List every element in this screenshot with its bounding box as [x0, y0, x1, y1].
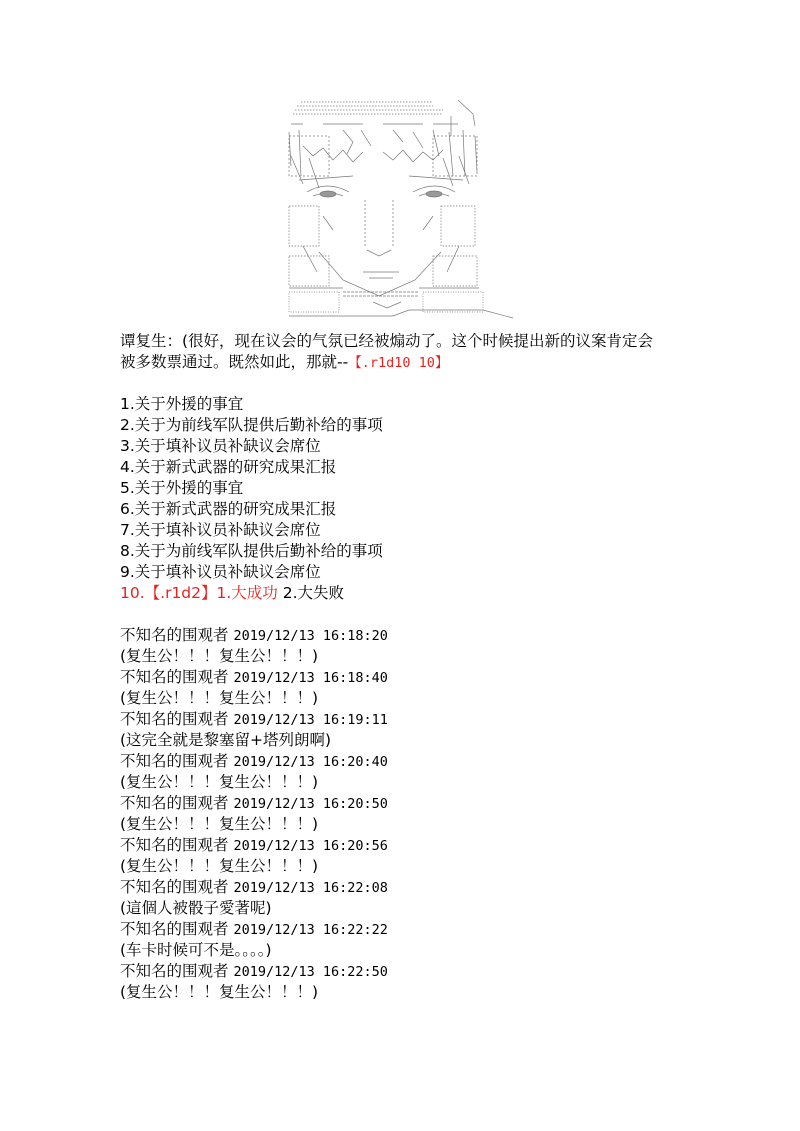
- option-item: 5.关于外援的事宜: [120, 479, 244, 497]
- comment-text: (这完全就是黎塞留+塔列朗啊): [120, 731, 332, 749]
- comment: [120, 919, 700, 961]
- comment-header: [120, 919, 700, 940]
- comment-author: 不知名的围观者: [120, 668, 229, 686]
- comment-text: (复生公！！！复生公！！！): [120, 647, 319, 665]
- comment-author: 不知名的围观者: [120, 836, 229, 854]
- comment-author: 不知名的围观者: [120, 752, 229, 770]
- comment-header: [120, 793, 700, 814]
- spacer: [120, 604, 700, 625]
- comment: [120, 709, 700, 751]
- dice-roll-result: 【.r1d10 10】: [348, 355, 449, 371]
- comment-header: [120, 877, 700, 898]
- comment-time: 2019/12/13 16:19:11: [233, 712, 388, 728]
- option-list: [120, 394, 700, 604]
- option-item: 9.关于填补议员补缺议会席位: [120, 563, 321, 581]
- comment-header: [120, 751, 700, 772]
- option-item: 8.关于为前线军队提供后勤补给的事项: [120, 542, 383, 560]
- comment-text: (這個人被骰子愛著呢): [120, 899, 272, 917]
- comment-author: 不知名的围观者: [120, 878, 229, 896]
- option-item: 3.关于填补议员补缺议会席位: [120, 437, 321, 455]
- comment-author: 不知名的围观者: [120, 962, 229, 980]
- comment: [120, 793, 700, 835]
- comment-text: (复生公！！！复生公！！！): [120, 773, 319, 791]
- comment-time: 2019/12/13 16:20:40: [233, 754, 388, 770]
- comment-author: 不知名的围观者: [120, 710, 229, 728]
- option-item: 1.关于外援的事宜: [120, 395, 244, 413]
- comment-header: [120, 961, 700, 982]
- comment-time: 2019/12/13 16:18:40: [233, 670, 388, 686]
- story-text: [120, 331, 700, 1003]
- option-10-rest: 2.大失败: [277, 584, 345, 602]
- comment: [120, 961, 700, 1003]
- comment-text: (车卡时候可不是。。。。): [120, 941, 272, 959]
- option-item: 4.关于新式武器的研究成果汇报: [120, 458, 337, 476]
- comment-header: [120, 709, 700, 730]
- comment-text: (复生公！！！复生公！！！): [120, 983, 319, 1001]
- option-item: 2.关于为前线军队提供后勤补给的事项: [120, 416, 383, 434]
- spacer: [120, 373, 700, 394]
- narration-line: 谭复生：(很好，现在议会的气氛已经被煽动了。这个时候提出新的议案肯定会: [120, 332, 654, 350]
- comment-header: [120, 625, 700, 646]
- comment-author: 不知名的围观者: [120, 626, 229, 644]
- ascii-art-portrait: [283, 96, 515, 328]
- comment-time: 2019/12/13 16:22:08: [233, 880, 388, 896]
- comment-list: [120, 625, 700, 1003]
- comment-author: 不知名的围观者: [120, 920, 229, 938]
- comment-time: 2019/12/13 16:22:50: [233, 964, 388, 980]
- comment: [120, 751, 700, 793]
- comment-time: 2019/12/13 16:22:22: [233, 922, 388, 938]
- comment-time: 2019/12/13 16:20:56: [233, 838, 388, 854]
- comment-text: (复生公！！！复生公！！！): [120, 689, 319, 707]
- comment-author: 不知名的围观者: [120, 794, 229, 812]
- narration-text: 被多数票通过。既然如此，那就--: [120, 353, 349, 371]
- option-item: 7.关于填补议员补缺议会席位: [120, 521, 321, 539]
- comment: [120, 835, 700, 877]
- comment-header: [120, 835, 700, 856]
- comment-text: (复生公！！！复生公！！！): [120, 815, 319, 833]
- narration-line: [120, 352, 700, 373]
- comment-text: (复生公！！！复生公！！！): [120, 857, 319, 875]
- comment: [120, 667, 700, 709]
- comment-time: 2019/12/13 16:20:50: [233, 796, 388, 812]
- comment: [120, 877, 700, 919]
- comment-time: 2019/12/13 16:18:20: [233, 628, 388, 644]
- option-10-roll: 10.【.r1d2】1.大成功: [120, 584, 278, 602]
- comment-header: [120, 667, 700, 688]
- option-item: 6.关于新式武器的研究成果汇报: [120, 500, 337, 518]
- option-item-10: [120, 583, 700, 604]
- comment: [120, 625, 700, 667]
